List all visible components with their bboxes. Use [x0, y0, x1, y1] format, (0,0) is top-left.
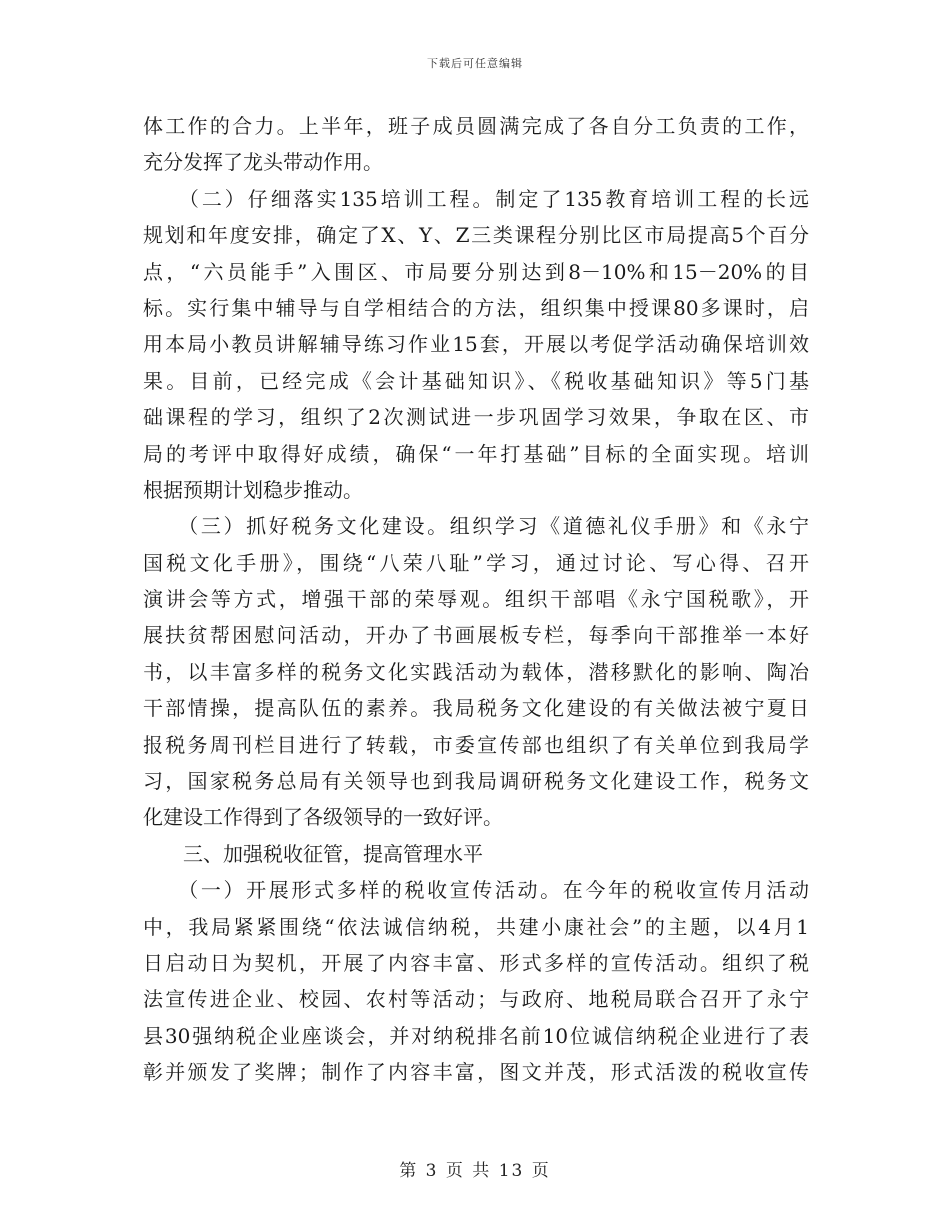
text-line: 书，以丰富多样的税务文化实践活动为载体，潜移默化的影响、陶冶: [143, 659, 809, 684]
text-line: 报税务周刊栏目进行了转载，市委宣传部也组织了有关单位到我局学: [143, 732, 809, 757]
text-line: 日启动日为契机，开展了内容丰富、形式多样的宣传活动。组织了税: [143, 950, 809, 975]
text-line: 县30强纳税企业座谈会，并对纳税排名前10位诚信纳税企业进行了表: [143, 1023, 809, 1048]
text-line: 标。实行集中辅导与自学相结合的方法，组织集中授课80多课时，启: [143, 295, 809, 320]
document-body: [143, 108, 809, 1091]
text-line: 国税文化手册》，围绕“八荣八耻”学习，通过讨论、写心得、召开: [143, 550, 809, 575]
page-number: 第 3 页 共 13 页: [399, 1161, 551, 1181]
text-line: 规划和年度安排，确定了X、Y、Z三类课程分别比区市局提高5个百分: [143, 223, 809, 248]
text-line: （三）抓好税务文化建设。组织学习《道德礼仪手册》和《永宁: [143, 514, 809, 539]
text-line: （二）仔细落实135培训工程。制定了135教育培训工程的长远: [143, 186, 809, 211]
text-line: 彰并颁发了奖牌；制作了内容丰富，图文并茂，形式活泼的税收宣传: [143, 1060, 809, 1085]
text-line: 演讲会等方式，增强干部的荣辱观。组织干部唱《永宁国税歌》，开: [143, 587, 809, 612]
text-line: 干部情操，提高队伍的素养。我局税务文化建设的有关做法被宁夏日: [143, 696, 809, 721]
text-line: 习，国家税务总局有关领导也到我局调研税务文化建设工作，税务文: [143, 769, 809, 794]
text-line: 展扶贫帮困慰问活动，开办了书画展板专栏，每季向干部推举一本好: [143, 623, 809, 648]
text-line: 充分发挥了龙头带动作用。: [143, 150, 383, 175]
text-line: （一）开展形式多样的税收宣传活动。在今年的税收宣传月活动: [143, 878, 809, 903]
page-header: 下载后可任意编辑: [427, 57, 523, 70]
text-line: 果。目前，已经完成《会计基础知识》、《税收基础知识》等5门基: [143, 368, 809, 393]
text-line: 用本局小教员讲解辅导练习作业15套，开展以考促学活动确保培训效: [143, 332, 809, 357]
text-line: 局的考评中取得好成绩，确保“一年打基础”目标的全面实现。培训: [143, 441, 809, 466]
text-line: 化建设工作得到了各级领导的一致好评。: [143, 805, 503, 830]
text-line: 中，我局紧紧围绕“依法诚信纳税，共建小康社会”的主题，以4月1: [143, 914, 809, 939]
text-line: 础课程的学习，组织了2次测试进一步巩固学习效果，争取在区、市: [143, 405, 809, 430]
section-heading: 三、加强税收征管，提高管理水平: [143, 841, 483, 866]
text-line: 点，“六员能手”入围区、市局要分别达到8－10%和15－20%的目: [143, 259, 809, 284]
text-line: 法宣传进企业、校园、农村等活动；与政府、地税局联合召开了永宁: [143, 987, 809, 1012]
text-line: 体工作的合力。上半年，班子成员圆满完成了各自分工负责的工作，: [143, 114, 809, 138]
text-line: 根据预期计划稳步推动。: [143, 477, 363, 502]
